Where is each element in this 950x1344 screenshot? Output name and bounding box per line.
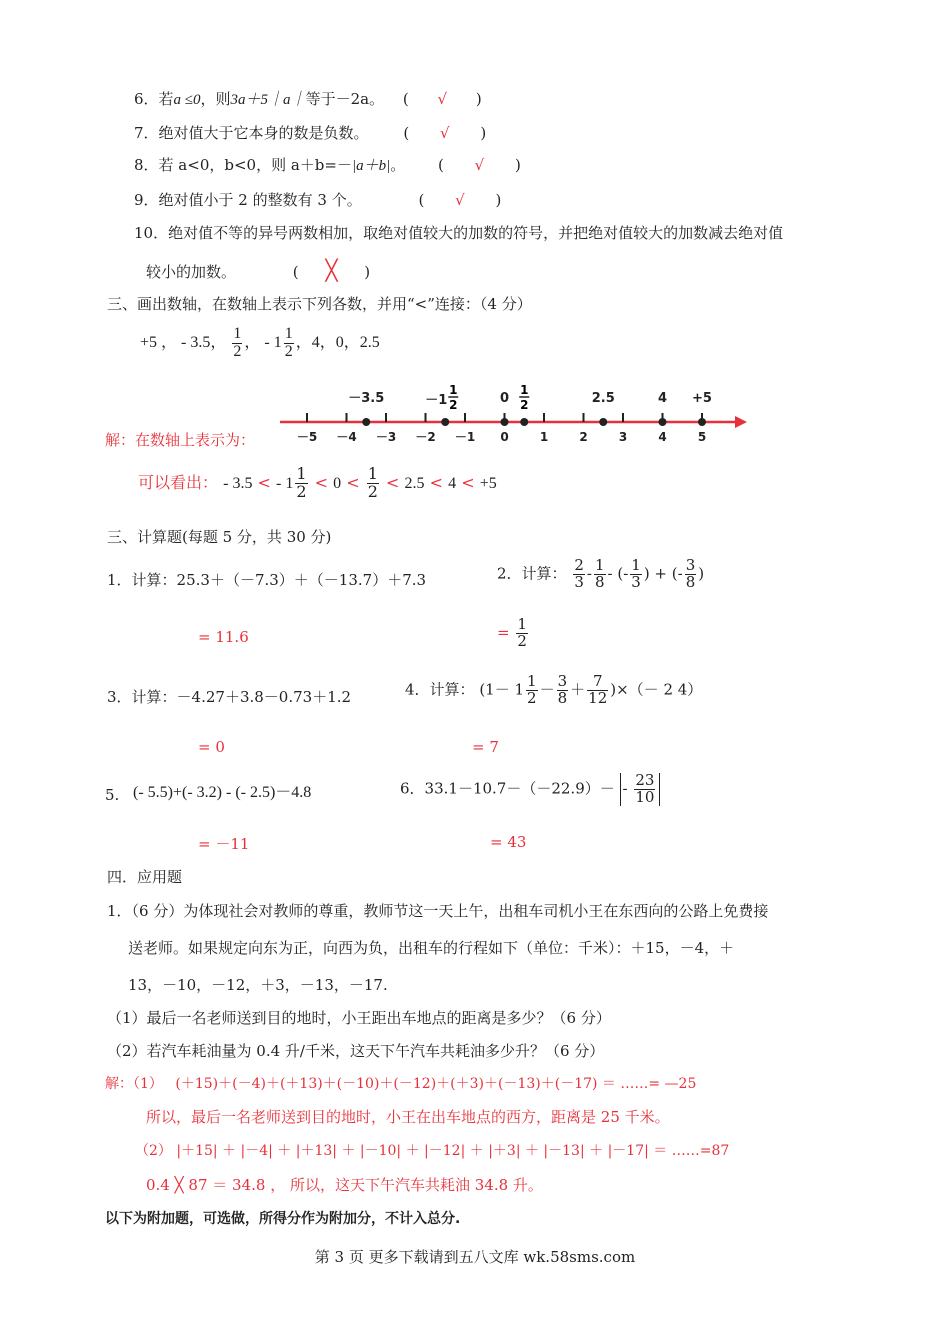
tick-label: －3 <box>375 430 397 444</box>
axis-arrow <box>735 416 747 428</box>
apply-s1: 解：（1） (＋15)＋(－4)＋(＋13)＋(－10)＋(－12)＋(＋3)＋(－13)＋(－17) ＝ ……= —25 <box>105 1076 697 1092</box>
page-footer: 第 3 页 更多下载请到五八文库 wk.58sms.com <box>314 1248 636 1266</box>
section-heading-calc: 三、计算题(每题 5 分，共 30 分) <box>107 528 332 546</box>
point-label: 4 <box>657 391 668 406</box>
calc-a6: = 43 <box>490 833 527 851</box>
solution-label: 解：在数轴上表示为： <box>105 431 256 449</box>
apply-p2: 送老师。如果规定向东为正，向西为负，出租车的行程如下（单位：千米）：＋15，－4，＋ <box>128 939 735 957</box>
apply-p3: 13，－10，－12，＋3，－13，－17. <box>128 976 388 994</box>
section-heading-apply: 四．应用题 <box>107 868 183 886</box>
tick-label: 4 <box>658 430 667 444</box>
point-marker <box>698 418 706 426</box>
numbers-list: +5 ， - 3.5， $\frac{1}{2}$ ， - 1 $\frac{1}{2}$ ，4，0，2.5 <box>140 325 380 360</box>
extra-note: 以下为附加题，可选做，所得分作为附加分，不计入总分. <box>105 1211 461 1227</box>
calc-q5-num: 5. <box>105 786 120 804</box>
check-mark: √ <box>474 156 485 174</box>
point-marker <box>659 418 667 426</box>
point-label: －3.5 <box>348 391 385 406</box>
apply-s1b: 所以，最后一名老师送到目的地时，小王在出车地点的西方，距离是 25 千米。 <box>146 1108 670 1126</box>
point-frac-den: 2 <box>520 398 529 412</box>
tick-label: －5 <box>296 430 318 444</box>
judge-6: 6．若a ≤0，则3a＋5｜a｜等于－2a。 ( √ ) <box>134 90 482 108</box>
point-frac-num: 1 <box>449 383 458 397</box>
check-mark: √ <box>455 191 465 209</box>
point-marker <box>501 418 509 426</box>
calc-q5: (- 5.5)+(- 3.2) - (- 2.5)－4.8 <box>133 784 312 801</box>
point-marker <box>520 418 528 426</box>
calc-q4: 4．计算： (1－ 1 $\frac{1}{2}$ － $\frac{3}{8}$ ＋ $\frac{7}{12}$ )×（－ 2 4） <box>405 672 703 707</box>
tick-label: 3 <box>618 430 628 444</box>
tick-label: －1 <box>454 430 476 444</box>
calc-q1: 1．计算：25.3＋（－7.3）＋（－13.7）＋7.3 <box>107 571 427 589</box>
calc-a5: = －11 <box>198 835 250 853</box>
judge-10a: 10．绝对值不等的异号两数相加，取绝对值较大的加数的符号，并把绝对值较大的加数减去绝对值 <box>134 224 784 242</box>
judge-9: 9．绝对值小于 2 的整数有 3 个。 ( √ ) <box>134 191 502 209</box>
calc-q2: 2．计算： $\frac{2}{3}$ - $\frac{1}{8}$ - (- $\frac{1}{3}$ ) + (- $\frac{3}{8}$ ) <box>497 556 705 591</box>
point-marker <box>441 418 449 426</box>
calc-q3: 3．计算：－4.27＋3.8－0.73＋1.2 <box>107 688 352 706</box>
apply-q1: （1）最后一名老师送到目的地时，小王距出车地点的距离是多少？（6 分） <box>107 1009 611 1027</box>
apply-s2: （2） |＋15| ＋ |－4| ＋ |＋13| ＋ |－10| ＋ |－12| ＋ |＋3| ＋ |－13| ＋ |－17| ＝ ……=87 <box>135 1143 730 1159</box>
number-line <box>275 378 755 458</box>
judge-7: 7．绝对值大于它本身的数是负数。 ( √ ) <box>134 124 487 142</box>
calc-a3: = 0 <box>198 738 225 756</box>
calc-q6: 6．33.1－10.7－（－22.9）－ - $\frac{23}{10}$ <box>400 773 660 806</box>
tick-label: 1 <box>539 430 549 444</box>
point-label: 2.5 <box>591 391 615 406</box>
calc-a4: = 7 <box>472 738 499 756</box>
point-label: －1 <box>425 393 448 408</box>
tick-label: －2 <box>415 430 436 444</box>
apply-p1: 1．（6 分）为体现社会对教师的尊重，教师节这一天上午，出租车司机小王在东西向的公路上免费接 <box>107 902 769 920</box>
point-label: +5 <box>692 391 712 406</box>
point-marker <box>599 418 607 426</box>
check-mark: √ <box>437 90 448 108</box>
order-line: 可以看出： - 3.5 < - 1 $\frac{1}{2}$ < 0 < $\frac{1}{2}$ < 2.5 < 4 < +5 <box>138 464 497 501</box>
calc-a2: = $\frac{1}{2}$ <box>497 615 527 650</box>
point-frac-den: 2 <box>449 398 458 412</box>
point-frac-num: 1 <box>520 383 529 397</box>
point-label: 0 <box>499 391 510 406</box>
tick-label: 5 <box>697 430 707 444</box>
tick-label: －4 <box>336 430 357 444</box>
cross-mark: ╳ <box>325 258 338 282</box>
section-heading-numline: 三、画出数轴，在数轴上表示下列各数，并用“<”连接：（4 分） <box>107 295 532 313</box>
tick-label: 0 <box>500 430 509 444</box>
calc-a1: = 11.6 <box>198 628 249 646</box>
apply-s2b: 0.4 ╳ 87 ＝ 34.8 ， 所以，这天下午汽车共耗油 34.8 升。 <box>146 1176 543 1194</box>
judge-10b: 较小的加数。 ( ╳ ) <box>146 258 371 282</box>
check-mark: √ <box>439 124 450 142</box>
point-marker <box>362 418 370 426</box>
apply-q2: （2）若汽车耗油量为 0.4 升/千米，这天下午汽车共耗油多少升？（6 分） <box>107 1042 605 1060</box>
tick-label: 2 <box>579 430 588 444</box>
judge-8: 8．若 a<0，b<0，则 a＋b=－|a＋b|。 ( √ ) <box>134 156 521 174</box>
